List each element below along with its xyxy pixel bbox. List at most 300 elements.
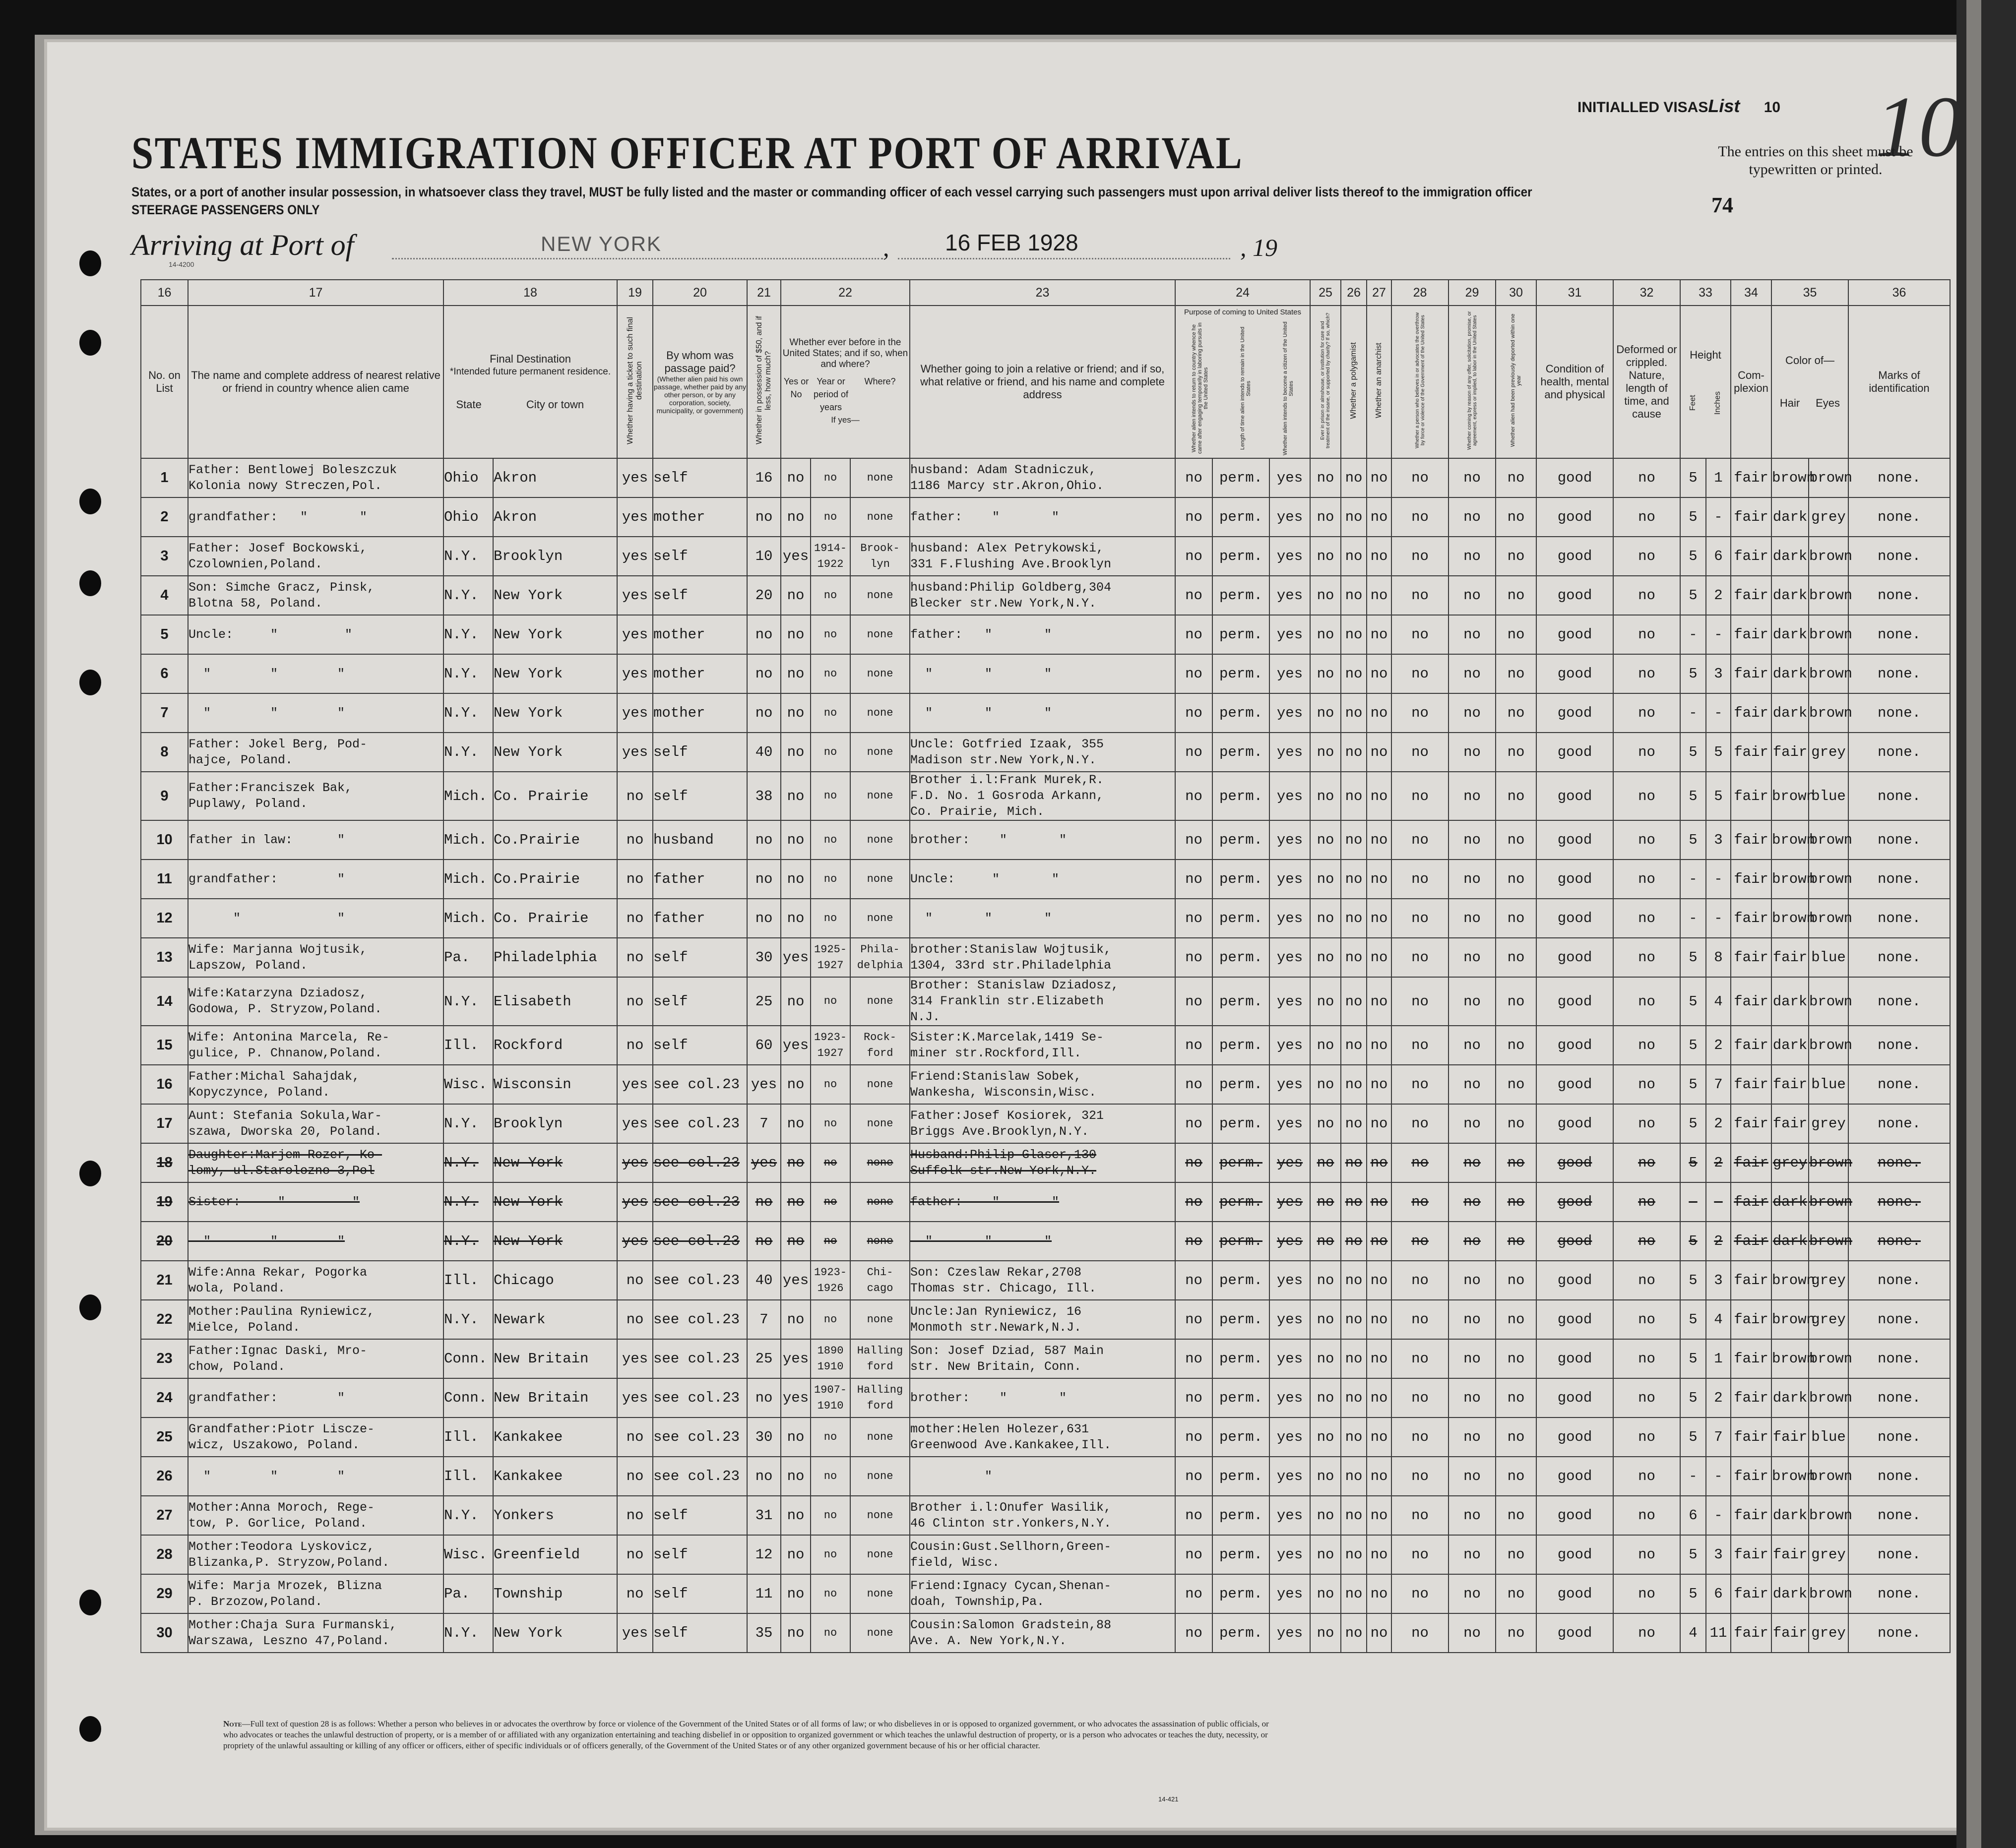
cell-hair: brown	[1771, 772, 1809, 820]
cell-poly: no	[1341, 654, 1367, 693]
cell-health: good	[1536, 1613, 1613, 1653]
cell-cit: yes	[1269, 938, 1310, 977]
cell-no: 23	[141, 1339, 188, 1378]
cell-rel: " " "	[188, 693, 443, 733]
cell-in: 4	[1706, 977, 1731, 1026]
cell-poly: no	[1341, 458, 1367, 497]
cell-join: brother: " "	[910, 1378, 1175, 1417]
cell-poly: no	[1341, 1535, 1367, 1574]
cell-ret: no	[1175, 497, 1212, 537]
cell-paid: self	[653, 733, 747, 772]
cell-where: none	[850, 1574, 910, 1613]
passenger-row	[141, 497, 1950, 537]
cell-health: good	[1536, 1535, 1613, 1574]
cell-before: yes	[781, 537, 811, 576]
cell-comp: fair	[1731, 860, 1771, 899]
cell-health: good	[1536, 537, 1613, 576]
cell-comp: fair	[1731, 537, 1771, 576]
cell-hair: brown	[1771, 860, 1809, 899]
cell-anar: no	[1367, 615, 1391, 654]
cell-ret: no	[1175, 1457, 1212, 1496]
cell-rel: " " "	[188, 1222, 443, 1261]
cell-in: 2	[1706, 1378, 1731, 1417]
cell-ticket: yes	[617, 654, 653, 693]
cell-year: no	[811, 1065, 850, 1104]
cell-poly: no	[1341, 1496, 1367, 1535]
cell-ticket: yes	[617, 1143, 653, 1182]
cell-comp: fair	[1731, 693, 1771, 733]
cell-no: 27	[141, 1496, 188, 1535]
cell-def: no	[1613, 1065, 1680, 1104]
col-before-in-us: Whether ever before in the United States; and if so, when and where? Yes or No Year or period of years Where? If yes—	[781, 306, 910, 458]
cell-eyes: brown	[1809, 654, 1848, 693]
cell-paid: self	[653, 1574, 747, 1613]
cell-health: good	[1536, 1457, 1613, 1496]
cell-dep: no	[1496, 1613, 1536, 1653]
cell-prison: no	[1310, 1143, 1341, 1182]
passenger-row	[141, 1496, 1950, 1535]
cell-def: no	[1613, 860, 1680, 899]
cell-state: N.Y.	[443, 1300, 493, 1339]
cell-q28: no	[1391, 1182, 1449, 1222]
cell-ft: -	[1680, 1182, 1706, 1222]
cell-anar: no	[1367, 1574, 1391, 1613]
cell-q29: no	[1449, 1261, 1496, 1300]
cell-year: no	[811, 820, 850, 860]
cell-money: 60	[747, 1026, 781, 1065]
cell-rel: Wife: Marja Mrozek, Blizna P. Brzozow,Poland.	[188, 1574, 443, 1613]
cell-ft: 5	[1680, 772, 1706, 820]
cell-state: Ill.	[443, 1261, 493, 1300]
cell-health: good	[1536, 820, 1613, 860]
cell-poly: no	[1341, 977, 1367, 1026]
cell-hair: brown	[1771, 1339, 1809, 1378]
cell-in: -	[1706, 497, 1731, 537]
cell-no: 15	[141, 1026, 188, 1065]
cell-hair: fair	[1771, 938, 1809, 977]
cell-join: Father:Josef Kosiorek, 321 Briggs Ave.Brooklyn,N.Y.	[910, 1104, 1175, 1143]
cell-anar: no	[1367, 537, 1391, 576]
cell-before: no	[781, 820, 811, 860]
cell-ret: no	[1175, 860, 1212, 899]
cell-in: 2	[1706, 1143, 1731, 1182]
cell-q28: no	[1391, 1613, 1449, 1653]
cell-prison: no	[1310, 1065, 1341, 1104]
cell-q29: no	[1449, 772, 1496, 820]
cell-ft: 5	[1680, 1417, 1706, 1457]
cell-health: good	[1536, 899, 1613, 938]
cell-q29: no	[1449, 938, 1496, 977]
cell-def: no	[1613, 576, 1680, 615]
cell-anar: no	[1367, 693, 1391, 733]
cell-join: Brother i.l:Onufer Wasilik, 46 Clinton str.Yonkers,N.Y.	[910, 1496, 1175, 1535]
cell-where: none	[850, 693, 910, 733]
cell-anar: no	[1367, 1065, 1391, 1104]
form-code: 14-4200	[169, 260, 194, 268]
cell-hair: brown	[1771, 1300, 1809, 1339]
cell-paid: see col.23	[653, 1104, 747, 1143]
cell-marks: none.	[1848, 1026, 1950, 1065]
cell-in: 8	[1706, 938, 1731, 977]
cell-q28: no	[1391, 977, 1449, 1026]
cell-no: 17	[141, 1104, 188, 1143]
cell-in: 4	[1706, 1300, 1731, 1339]
cell-prison: no	[1310, 497, 1341, 537]
cell-ft: 5	[1680, 1574, 1706, 1613]
cell-anar: no	[1367, 458, 1391, 497]
cell-eyes: grey	[1809, 497, 1848, 537]
cell-time: perm.	[1212, 537, 1269, 576]
cell-paid: mother	[653, 497, 747, 537]
cell-paid: father	[653, 899, 747, 938]
col-purpose: Purpose of coming to United States Whether alien intends to return to country whence he came after engaging temporarily in laboring pursuits in the United States Length of time alien intends to remain in the United States Whether alien intends to become a citizen of the United States	[1175, 306, 1310, 458]
cell-poly: no	[1341, 693, 1367, 733]
cell-in: 11	[1706, 1613, 1731, 1653]
passenger-row	[141, 1261, 1950, 1300]
cell-city: New York	[493, 576, 617, 615]
cell-cit: yes	[1269, 458, 1310, 497]
cell-join: Friend:Stanislaw Sobek, Wankesha, Wisconsin,Wisc.	[910, 1065, 1175, 1104]
page-title: STATES IMMIGRATION OFFICER AT PORT OF ARRIVAL	[131, 127, 1244, 178]
cell-paid: self	[653, 576, 747, 615]
cell-time: perm.	[1212, 772, 1269, 820]
cell-cit: yes	[1269, 1574, 1310, 1613]
cell-comp: fair	[1731, 458, 1771, 497]
cell-state: Ill.	[443, 1417, 493, 1457]
cell-city: Co.Prairie	[493, 860, 617, 899]
cell-city: Elisabeth	[493, 977, 617, 1026]
punch-hole	[79, 1716, 101, 1742]
col-polygamist: Whether a polygamist	[1341, 306, 1367, 458]
cell-anar: no	[1367, 1104, 1391, 1143]
cell-paid: mother	[653, 615, 747, 654]
cell-state: Wisc.	[443, 1065, 493, 1104]
cell-rel: Mother:Teodora Lyskovicz, Blizanka,P. Stryzow,Poland.	[188, 1535, 443, 1574]
cell-in: 5	[1706, 772, 1731, 820]
cell-before: no	[781, 1496, 811, 1535]
cell-q29: no	[1449, 1457, 1496, 1496]
cell-dep: no	[1496, 1574, 1536, 1613]
cell-dep: no	[1496, 1300, 1536, 1339]
cell-comp: fair	[1731, 1339, 1771, 1378]
cell-year: no	[811, 860, 850, 899]
cell-anar: no	[1367, 733, 1391, 772]
cell-ret: no	[1175, 458, 1212, 497]
cell-ret: no	[1175, 576, 1212, 615]
cell-q29: no	[1449, 654, 1496, 693]
cell-eyes: brown	[1809, 693, 1848, 733]
cell-no: 16	[141, 1065, 188, 1104]
cell-state: N.Y.	[443, 1182, 493, 1222]
cell-ret: no	[1175, 1496, 1212, 1535]
passenger-row	[141, 938, 1950, 977]
cell-cit: yes	[1269, 1261, 1310, 1300]
cell-before: yes	[781, 1261, 811, 1300]
cell-in: 7	[1706, 1417, 1731, 1457]
cell-ft: -	[1680, 1457, 1706, 1496]
cell-prison: no	[1310, 733, 1341, 772]
cell-comp: fair	[1731, 576, 1771, 615]
cell-in: 3	[1706, 1535, 1731, 1574]
cell-city: Newark	[493, 1300, 617, 1339]
punch-hole	[79, 1161, 101, 1186]
year-label: , 19	[1240, 234, 1277, 261]
cell-ticket: no	[617, 1535, 653, 1574]
cell-def: no	[1613, 733, 1680, 772]
cell-join: Brother i.l:Frank Murek,R. F.D. No. 1 Gosroda Arkann, Co. Prairie, Mich.	[910, 772, 1175, 820]
cell-money: yes	[747, 1065, 781, 1104]
cell-q28: no	[1391, 820, 1449, 860]
cell-in: 2	[1706, 1026, 1731, 1065]
cell-paid: see col.23	[653, 1143, 747, 1182]
cell-join: Son: Josef Dziad, 587 Main str. New Britain, Conn.	[910, 1339, 1175, 1378]
cell-time: perm.	[1212, 1143, 1269, 1182]
cell-rel: Daughter:Marjem Rozer, Ko- lomy, ul.Starolozno 3,Pol	[188, 1143, 443, 1182]
date-line	[898, 258, 1230, 259]
cell-cit: yes	[1269, 1300, 1310, 1339]
cell-def: no	[1613, 1222, 1680, 1261]
cell-year: no	[811, 977, 850, 1026]
cell-eyes: grey	[1809, 733, 1848, 772]
cell-money: yes	[747, 1143, 781, 1182]
cell-q28: no	[1391, 1261, 1449, 1300]
cell-anar: no	[1367, 977, 1391, 1026]
cell-q29: no	[1449, 1104, 1496, 1143]
cell-q29: no	[1449, 576, 1496, 615]
cell-rel: Mother:Chaja Sura Furmanski, Warszawa, Leszno 47,Poland.	[188, 1613, 443, 1653]
cell-q28: no	[1391, 1417, 1449, 1457]
cell-anar: no	[1367, 1457, 1391, 1496]
cell-poly: no	[1341, 1457, 1367, 1496]
cell-comp: fair	[1731, 772, 1771, 820]
comma: ,	[883, 234, 889, 261]
cell-join: mother:Helen Holezer,631 Greenwood Ave.Kankakee,Ill.	[910, 1417, 1175, 1457]
cell-time: perm.	[1212, 1182, 1269, 1222]
cell-money: 7	[747, 1104, 781, 1143]
cell-ret: no	[1175, 1104, 1212, 1143]
cell-money: 10	[747, 537, 781, 576]
cell-join: husband: Alex Petrykowski, 331 F.Flushing Ave.Brooklyn	[910, 537, 1175, 576]
cell-anar: no	[1367, 1613, 1391, 1653]
cell-q29: no	[1449, 537, 1496, 576]
cell-money: 35	[747, 1613, 781, 1653]
cell-join: husband:Philip Goldberg,304 Blecker str.New York,N.Y.	[910, 576, 1175, 615]
cell-dep: no	[1496, 537, 1536, 576]
cell-time: perm.	[1212, 1535, 1269, 1574]
col-final-destination: Final Destination *Intended future permanent residence. State City or town	[443, 306, 617, 458]
cell-paid: mother	[653, 654, 747, 693]
cell-time: perm.	[1212, 860, 1269, 899]
cell-join: Son: Czeslaw Rekar,2708 Thomas str. Chicago, Ill.	[910, 1261, 1175, 1300]
cell-q28: no	[1391, 1535, 1449, 1574]
cell-eyes: brown	[1809, 1339, 1848, 1378]
cell-comp: fair	[1731, 820, 1771, 860]
column-header-row	[141, 306, 1950, 458]
cell-money: 25	[747, 977, 781, 1026]
cell-no: 29	[141, 1574, 188, 1613]
cell-poly: no	[1341, 497, 1367, 537]
cell-cit: yes	[1269, 1457, 1310, 1496]
cell-rel: Aunt: Stefania Sokula,War- szawa, Dworska 20, Poland.	[188, 1104, 443, 1143]
cell-city: New Britain	[493, 1378, 617, 1417]
cell-ft: 5	[1680, 1339, 1706, 1378]
cell-where: none	[850, 1300, 910, 1339]
cell-q28: no	[1391, 458, 1449, 497]
cell-before: no	[781, 1182, 811, 1222]
cell-def: no	[1613, 1300, 1680, 1339]
cell-hair: dark	[1771, 693, 1809, 733]
cell-prison: no	[1310, 537, 1341, 576]
cell-hair: dark	[1771, 1222, 1809, 1261]
cell-before: no	[781, 1535, 811, 1574]
cell-dep: no	[1496, 772, 1536, 820]
cell-time: perm.	[1212, 1339, 1269, 1378]
cell-def: no	[1613, 654, 1680, 693]
cell-marks: none.	[1848, 820, 1950, 860]
cell-anar: no	[1367, 1222, 1391, 1261]
cell-ticket: no	[617, 1417, 653, 1457]
cell-ticket: yes	[617, 576, 653, 615]
cell-poly: no	[1341, 537, 1367, 576]
passenger-row	[141, 1535, 1950, 1574]
cell-marks: none.	[1848, 693, 1950, 733]
passenger-row	[141, 654, 1950, 693]
cell-eyes: brown	[1809, 537, 1848, 576]
cell-no: 1	[141, 458, 188, 497]
cell-q28: no	[1391, 497, 1449, 537]
cell-q29: no	[1449, 615, 1496, 654]
cell-cit: yes	[1269, 1065, 1310, 1104]
cell-city: New York	[493, 654, 617, 693]
cell-q29: no	[1449, 497, 1496, 537]
cell-eyes: grey	[1809, 1104, 1848, 1143]
cell-hair: dark	[1771, 1496, 1809, 1535]
cell-q28: no	[1391, 899, 1449, 938]
cell-where: none	[850, 1182, 910, 1222]
cell-state: Conn.	[443, 1339, 493, 1378]
cell-health: good	[1536, 458, 1613, 497]
cell-state: Mich.	[443, 772, 493, 820]
cell-ret: no	[1175, 1535, 1212, 1574]
visas-label: INITIALLED VISAS	[1577, 99, 1708, 116]
cell-state: N.Y.	[443, 1143, 493, 1182]
cell-ticket: yes	[617, 1065, 653, 1104]
cell-marks: none.	[1848, 1574, 1950, 1613]
cell-poly: no	[1341, 1574, 1367, 1613]
cell-q29: no	[1449, 1378, 1496, 1417]
cell-ticket: no	[617, 1457, 653, 1496]
cell-where: Rock- ford	[850, 1026, 910, 1065]
cell-marks: none.	[1848, 497, 1950, 537]
cell-time: perm.	[1212, 977, 1269, 1026]
cell-cit: yes	[1269, 1613, 1310, 1653]
cell-dep: no	[1496, 497, 1536, 537]
cell-ret: no	[1175, 733, 1212, 772]
cell-prison: no	[1310, 693, 1341, 733]
cell-comp: fair	[1731, 497, 1771, 537]
passenger-row	[141, 977, 1950, 1026]
cell-ret: no	[1175, 654, 1212, 693]
punch-hole	[79, 1294, 101, 1320]
cell-dep: no	[1496, 820, 1536, 860]
cell-comp: fair	[1731, 1496, 1771, 1535]
cell-def: no	[1613, 1574, 1680, 1613]
cell-marks: none.	[1848, 1417, 1950, 1457]
cell-where: none	[850, 733, 910, 772]
cell-state: N.Y.	[443, 693, 493, 733]
cell-before: no	[781, 977, 811, 1026]
cell-rel: father in law: "	[188, 820, 443, 860]
footnote-q28: Note—Full text of question 28 is as follows: Whether a person who believes in or advocates the overthrow by force or violence of the Government of the United States or of all forms of law; or who disbelieves in or is opposed to organized government, or who advocates the assassination of public officials, or who advocates or teaches the unlawful destruction of property, or is a member of or affiliated with any organization entertaining and teaching disbelief in or opposition to organized government or which teaches the unlawful destruction of property, or is a person who advocates or teaches the duty, necessity, or propriety of the unlawful assaulting or killing of any officer or officers, either of specific individuals or of officers generally, of the Government of the United States or of any other organized government because of his or her official character.	[223, 1719, 1269, 1750]
cell-cit: yes	[1269, 497, 1310, 537]
cell-time: perm.	[1212, 899, 1269, 938]
cell-hair: dark	[1771, 654, 1809, 693]
cell-state: Ill.	[443, 1026, 493, 1065]
col-color: Color of— Hair Eyes	[1771, 306, 1848, 458]
cell-cit: yes	[1269, 1222, 1310, 1261]
footnote-code: 14-421	[1158, 1795, 1179, 1803]
cell-dep: no	[1496, 1535, 1536, 1574]
cell-eyes: brown	[1809, 458, 1848, 497]
cell-marks: none.	[1848, 1496, 1950, 1535]
cell-ret: no	[1175, 899, 1212, 938]
cell-ticket: yes	[617, 1222, 653, 1261]
cell-ft: -	[1680, 615, 1706, 654]
cell-def: no	[1613, 693, 1680, 733]
cell-year: no	[811, 693, 850, 733]
cell-rel: Mother:Paulina Ryniewicz, Mielce, Poland.	[188, 1300, 443, 1339]
cell-ticket: yes	[617, 1182, 653, 1222]
cell-health: good	[1536, 654, 1613, 693]
cell-hair: dark	[1771, 1378, 1809, 1417]
cell-rel: grandfather: "	[188, 860, 443, 899]
cell-q29: no	[1449, 1300, 1496, 1339]
cell-poly: no	[1341, 576, 1367, 615]
cell-cit: yes	[1269, 1143, 1310, 1182]
cell-q28: no	[1391, 938, 1449, 977]
cell-money: no	[747, 820, 781, 860]
cell-prison: no	[1310, 1535, 1341, 1574]
cell-marks: none.	[1848, 1261, 1950, 1300]
cell-ft: 5	[1680, 497, 1706, 537]
cell-money: 11	[747, 1574, 781, 1613]
cell-where: none	[850, 820, 910, 860]
cell-eyes: grey	[1809, 1535, 1848, 1574]
cell-prison: no	[1310, 576, 1341, 615]
cell-where: none	[850, 497, 910, 537]
cell-q29: no	[1449, 1065, 1496, 1104]
cell-ticket: no	[617, 820, 653, 860]
cell-ft: 6	[1680, 1496, 1706, 1535]
cell-time: perm.	[1212, 820, 1269, 860]
cell-where: none	[850, 1065, 910, 1104]
cell-q28: no	[1391, 1065, 1449, 1104]
cell-ret: no	[1175, 537, 1212, 576]
cell-comp: fair	[1731, 1300, 1771, 1339]
cell-rel: Grandfather:Piotr Liscze- wicz, Uszakowo, Poland.	[188, 1417, 443, 1457]
cell-prison: no	[1310, 772, 1341, 820]
cell-health: good	[1536, 1182, 1613, 1222]
cell-state: Ohio	[443, 497, 493, 537]
cell-poly: no	[1341, 1104, 1367, 1143]
cell-eyes: brown	[1809, 1574, 1848, 1613]
cell-q29: no	[1449, 1535, 1496, 1574]
cell-q28: no	[1391, 1300, 1449, 1339]
cell-before: no	[781, 1104, 811, 1143]
cell-city: Akron	[493, 497, 617, 537]
cell-where: none	[850, 1535, 910, 1574]
passenger-row	[141, 1378, 1950, 1417]
